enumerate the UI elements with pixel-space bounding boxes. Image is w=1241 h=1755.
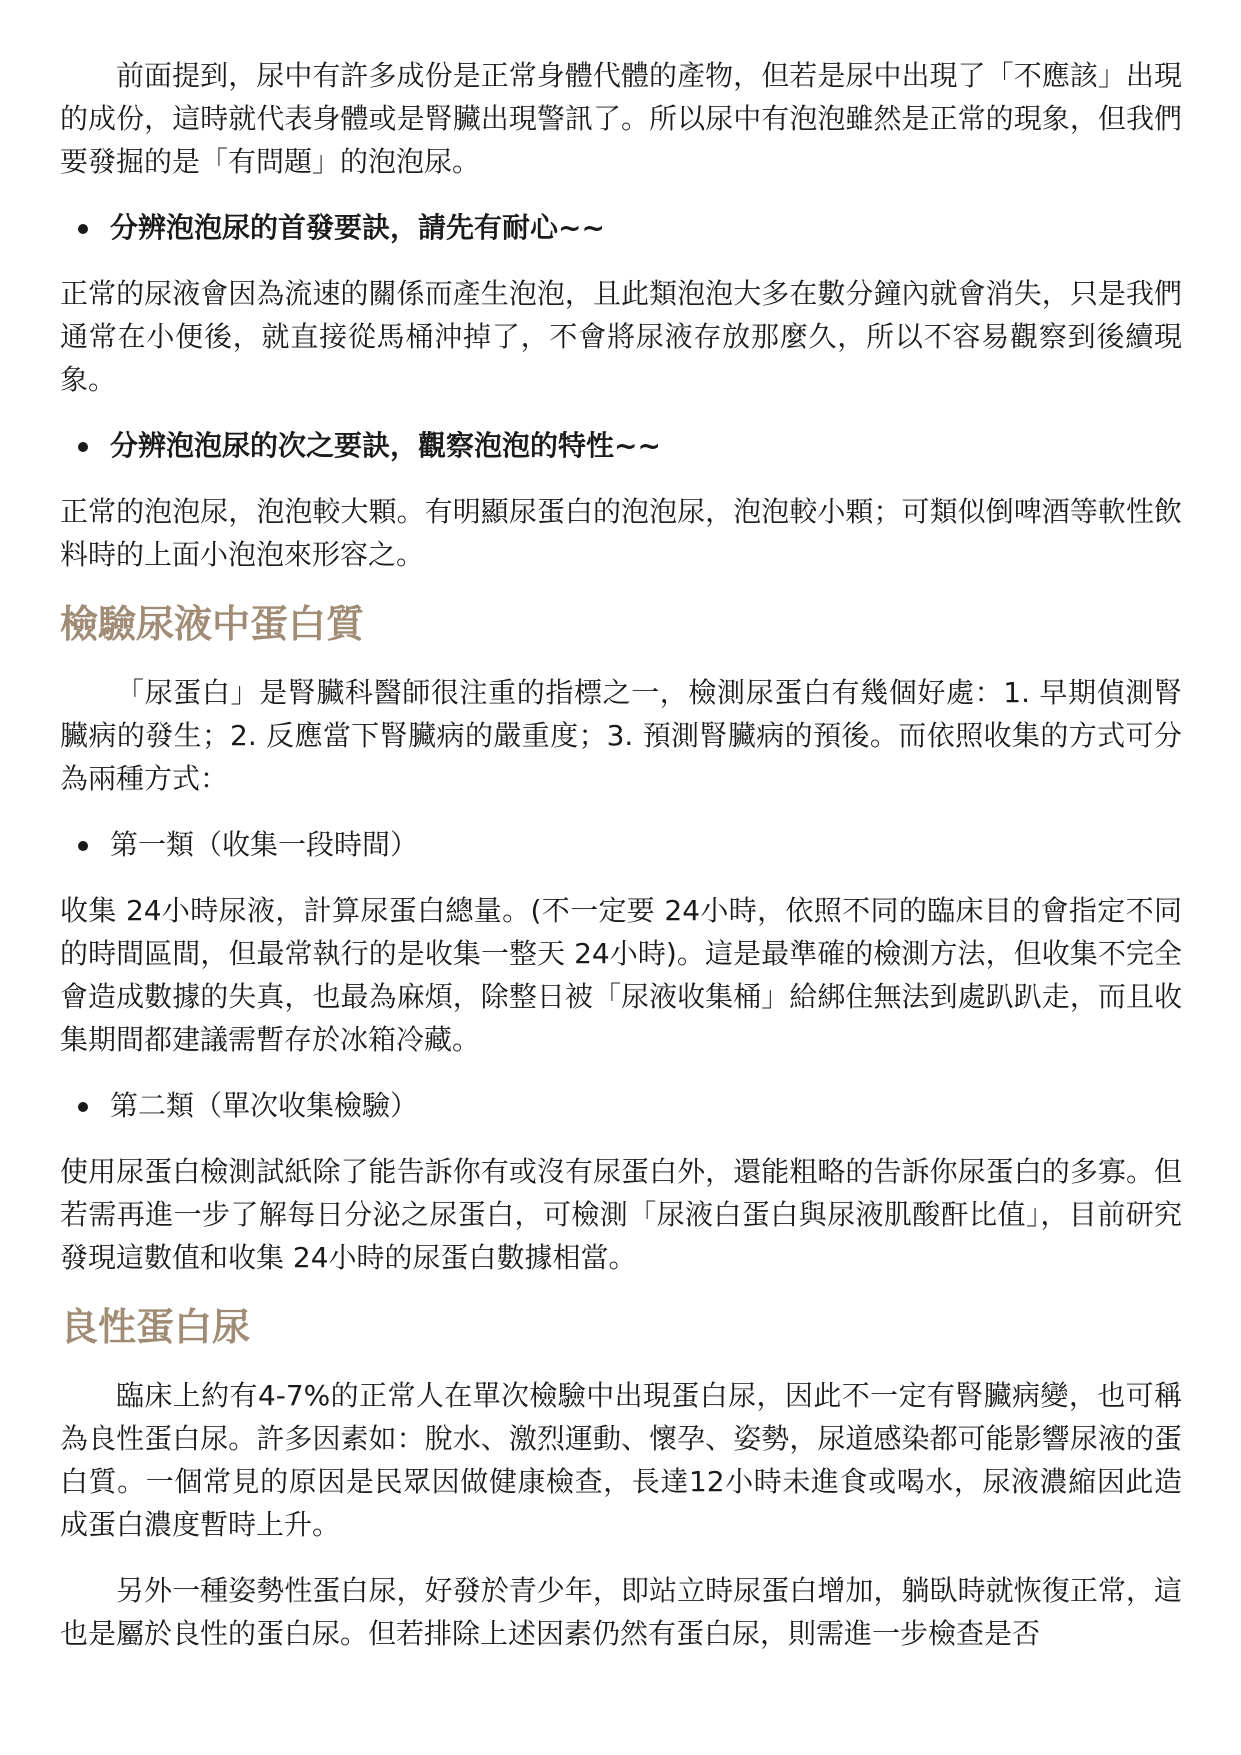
benign-paragraph-1: 臨床上約有4-7%的正常人在單次檢驗中出現蛋白尿，因此不一定有腎臟病變，也可稱為良性蛋白尿。許多因素如：脫水、激烈運動、懷孕、姿勢，尿道感染都可能影響尿液的蛋白質。一個常見的原因是民眾因做健康檢查，長達12小時未進食或喝水，尿液濃縮因此造成蛋白濃度暫時上升。 — [60, 1379, 1182, 1541]
method-paragraph-timed-collection: 收集 24小時尿液，計算尿蛋白總量。(不一定要 24小時，依照不同的臨床目的會指定不同的時間區間，但最常執行的是收集一整天 24小時)。這是最準確的檢測方法，但收集不完全會造成數據的失真，也最為麻煩，除整日被「尿液收集桶」給綁住無法到處趴趴走，而且收集期間都建議需暫存於冰箱冷藏。 — [60, 894, 1182, 1056]
tip-list-1 — [60, 206, 1182, 249]
section-heading-protein-test: 檢驗尿液中蛋白質 — [60, 602, 365, 646]
benign-paragraph-2: 另外一種姿勢性蛋白尿，好發於青少年，即站立時尿蛋白增加，躺臥時就恢復正常，這也是屬於良性的蛋白尿。但若排除上述因素仍然有蛋白尿，則需進一步檢查是否 — [60, 1574, 1182, 1650]
intro-paragraph: 前面提到，尿中有許多成份是正常身體代體的產物，但若是尿中出現了「不應該」出現的成份，這時就代表身體或是腎臟出現警訊了。所以尿中有泡泡雖然是正常的現象，但我們要發掘的是「有問題」的泡泡尿。 — [60, 59, 1182, 178]
section-heading-benign-proteinuria: 良性蛋白尿 — [60, 1305, 251, 1349]
tip-paragraph-bubble-traits: 正常的泡泡尿，泡泡較大顆。有明顯尿蛋白的泡泡尿，泡泡較小顆；可類似倒啤酒等軟性飲料時的上面小泡泡來形容之。 — [60, 495, 1182, 571]
article-body — [60, 54, 1182, 1655]
tip-bullet-bubble-traits: 分辨泡泡尿的次之要訣，觀察泡泡的特性~~ — [60, 424, 1182, 467]
method-bullet-timed-collection: 第一類（收集一段時間） — [60, 823, 1182, 866]
method-list-2 — [60, 1084, 1182, 1127]
method-paragraph-single-test: 使用尿蛋白檢測試紙除了能告訴你有或沒有尿蛋白外，還能粗略的告訴你尿蛋白的多寡。但若需再進一步了解每日分泌之尿蛋白，可檢測「尿液白蛋白與尿液肌酸酐比值」，目前研究發現這數值和收集 24小時的尿蛋白數據相當。 — [60, 1155, 1182, 1274]
method-list-1 — [60, 823, 1182, 866]
tip-paragraph-patience: 正常的尿液會因為流速的關係而產生泡泡，且此類泡泡大多在數分鐘內就會消失，只是我們通常在小便後，就直接從馬桶沖掉了，不會將尿液存放那麼久，所以不容易觀察到後續現象。 — [60, 277, 1182, 396]
tip-bullet-patience: 分辨泡泡尿的首發要訣，請先有耐心~~ — [60, 206, 1182, 249]
protein-test-intro: 「尿蛋白」是腎臟科醫師很注重的指標之一，檢測尿蛋白有幾個好處：1. 早期偵測腎臟病的發生；2. 反應當下腎臟病的嚴重度；3. 預測腎臟病的預後。而依照收集的方式可分為兩種方式： — [60, 676, 1182, 795]
method-bullet-single-test: 第二類（單次收集檢驗） — [60, 1084, 1182, 1127]
tip-list-2 — [60, 424, 1182, 467]
